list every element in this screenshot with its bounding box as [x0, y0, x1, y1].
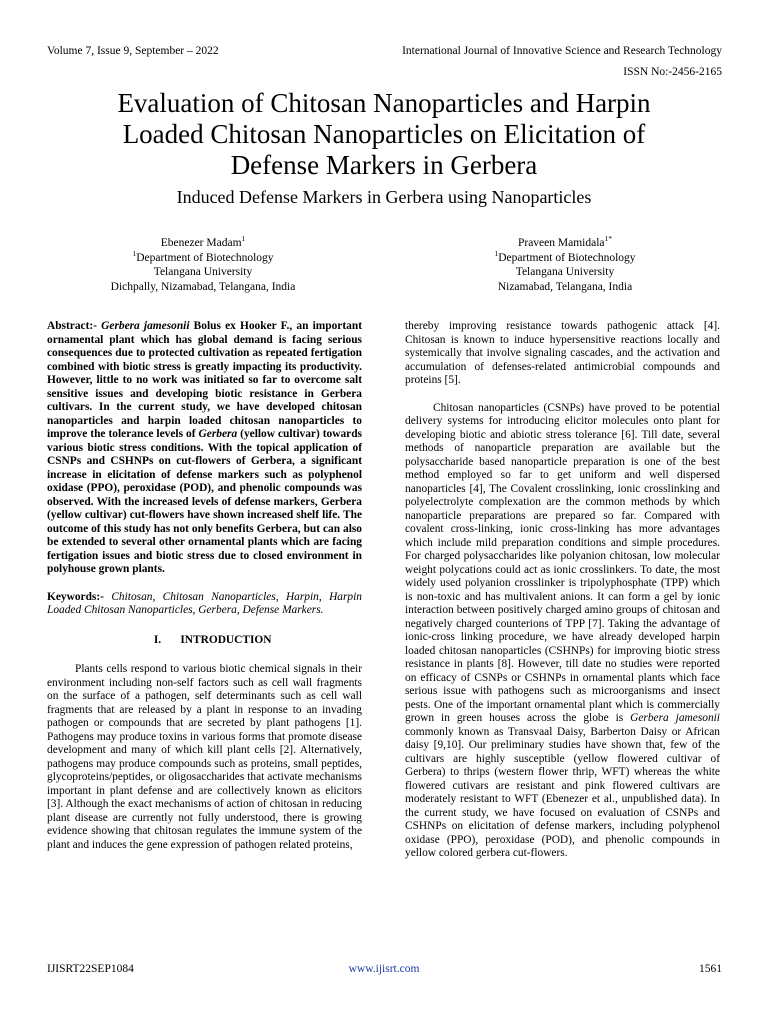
paragraph-text: commonly known as Transvaal Daisy, Barberton Daisy or African daisy [9,10]. Our preliminary studies have shown that, few of the cultivars are highly susceptible (yellow flowered cultivar of Gerbera) to thrips (western flower thrip, WFT) whereas the white flowered cutivars are resistant and pink flowered cultivars are moderately resistant to WFT (Ebenezer et al., unpublished data). In the current study, we have focused on evaluation of CSNPs and CSHNPs on elicitation of defense markers, including polyphenol oxidase (PPO), peroxidase (POD), and phenolic compounds in yellow colored gerbera cut-flowers. — [405, 725, 720, 859]
keywords — [47, 591, 362, 618]
author-department: $^1$Department of Biotechnology — [132, 248, 274, 264]
volume-info: Volume 7, Issue 9, September – 2022 — [47, 45, 219, 57]
abstract — [47, 320, 362, 577]
right-column — [405, 320, 720, 861]
abstract-label: Abstract:- — [47, 320, 97, 332]
title-line: Evaluation of Chitosan Nanoparticles and Harpin — [117, 88, 651, 118]
keywords-label: Keywords:- — [47, 590, 104, 603]
author-block — [60, 236, 346, 294]
author-address: Nizamabad, Telangana, India — [497, 280, 633, 293]
abstract-genus: Gerbera — [198, 428, 238, 440]
author-block — [420, 236, 710, 294]
keywords-text: Chitosan, Chitosan Nanoparticles, Harpin, Harpin Loaded Chitosan Nanoparticles, Gerbera, Defense Markers. — [47, 590, 362, 616]
intro-paragraph: thereby improving resistance towards pathogenic attack [4]. Chitosan is known to induce hypersensitive reactions locally and systemically that involve signaling cascades, and the activation and accumulation of defenses-related antimicrobial compounds and proteins [5]. — [405, 320, 720, 386]
paper-title — [20, 88, 748, 181]
author-name: Praveen Mamidala$^{1*}$ — [517, 234, 613, 249]
author-sup: 1 — [241, 234, 246, 244]
abstract-species: Gerbera jamesonii — [101, 320, 190, 332]
left-column — [47, 320, 362, 852]
paragraph-text: Chitosan nanoparticles (CSNPs) have proved to be potential delivery systems for introducing elicitor molecules onto plant for developing biotic and abiotic stress tolerance [6]. Till date, several methods of nanoparticle preparation are available but the polysaccharide based nanoparticle preparation is one of the best method employed so far to get uniform and well dispersed nanoparticles [4], The Covalent crosslinking, ionic crosslinking and polyelectrolyte complexation are the common methods by which nanoparticle preparations are prepared so far. Compared with covalent cross-linking, ionic cross-linking has more advantages which include mild preparation conditions and simple procedures. For charged polysaccharides like polyanion chitosan, low molecular weight polycations could act as ionic crosslinkers. To date, the most widely used polyanion crosslinker is tripolyphosphate (TPP) which is non-toxic and has multivalent anions. It can form a gel by ionic interaction between positively charged amino groups of chitosan and negatively charged counterions of TPP [7]. Taking the advantage of ionic-cross linking procedure, we have already developed harpin loaded chitosan nanoparticles (CSHNPs) for improving biotic stress resistance in plants [8]. However, till date no studies were reported on efficacy of CSNPs or CSHNPs in ornamental plants which face serious issue with pathogens such as microorganisms and insect pests. One of the important ornamental plant which is commercially grown in green houses across the globe is — [405, 401, 720, 724]
affiliation-sup: 1 — [494, 248, 499, 258]
author-department: $^1$Department of Biotechnology — [494, 248, 636, 264]
abstract-text-1: Bolus ex Hooker F., an important ornamental plant which has global demand is facing serious consequences due to protected cultivation as repeated fertigation combined with biotic stress is greatly impacting its productivity. However, little to no work was initiated so far to overcome salt sensitive issues and developing biotic resistance in Gerbera cultivars. In the current study, we have developed chitosan nanoparticles and harpin loaded chitosan nanoparticles to improve the tolerance levels of — [47, 320, 362, 440]
footer-paper-id: IJISRT22SEP1084 — [47, 963, 134, 975]
author-address: Dichpally, Nizamabad, Telangana, India — [110, 280, 296, 293]
intro-paragraph: Plants cells respond to various biotic chemical signals in their environment including non-self factors such as cell wall fragments on the surface of a pathogen, self determinants such as cell wall fragments that are released by a plant in response to an invading pathogen or compounds that are secreted by plant pathogens [1]. Pathogens may produce toxins in various forms that promote disease development and many of which kill plant cells [2]. Alternatively, pathogens may produce compounds such as proteins, small peptides, glycoproteins/peptides, or oligosaccharides that activate mechanisms important in plant defense and are collectively known as elicitors [3]. Although the exact mechanisms of action of chitosan in reducing plant disease are currently not fully understood, there is growing evidence showing that chitosan regulates the immune system of the plant and induces the gene expression of pathogen related proteins, — [47, 663, 362, 851]
author-university: Telangana University — [153, 266, 253, 278]
author-sup: 1* — [604, 234, 613, 244]
title-line: Defense Markers in Gerbera — [230, 150, 538, 180]
section-number: I. — [153, 633, 162, 646]
footer-page-number: 1561 — [699, 963, 722, 975]
abstract-text-2: (yellow cultivar) towards various biotic stress conditions. With the topical application of CSNPs and CSHNPs on cut-flowers of Gerbera, a significant increase in elicitation of defense markers such as polyphenol oxidase (PPO), peroxidase (POD), and phenolic compounds was observed. With the increased levels of defense markers, Gerbera (yellow cultivar) cut-flowers have shown increased shelf life. The outcome of this study has not only benefits Gerbera, but can also be extended to several other ornamental plants which are facing fertigation issues and biotic stress due to closed environment in polyhouse grown plants. — [47, 428, 362, 575]
section-title: INTRODUCTION — [180, 633, 272, 646]
species-name: Gerbera jamesonii — [630, 712, 720, 724]
issn: ISSN No:-2456-2165 — [623, 66, 722, 78]
journal-name: International Journal of Innovative Science and Research Technology — [402, 45, 722, 57]
paper-subtitle: Induced Defense Markers in Gerbera using Nanoparticles — [176, 187, 592, 207]
title-line: Loaded Chitosan Nanoparticles on Elicitation of — [122, 119, 646, 149]
section-heading — [47, 634, 362, 648]
affiliation-sup: 1 — [132, 248, 137, 258]
intro-paragraph — [405, 402, 720, 861]
author-name: Ebenezer Madam$^1$ — [160, 234, 246, 249]
author-university: Telangana University — [515, 266, 615, 278]
footer-website-link[interactable]: www.ijisrt.com — [348, 963, 420, 975]
